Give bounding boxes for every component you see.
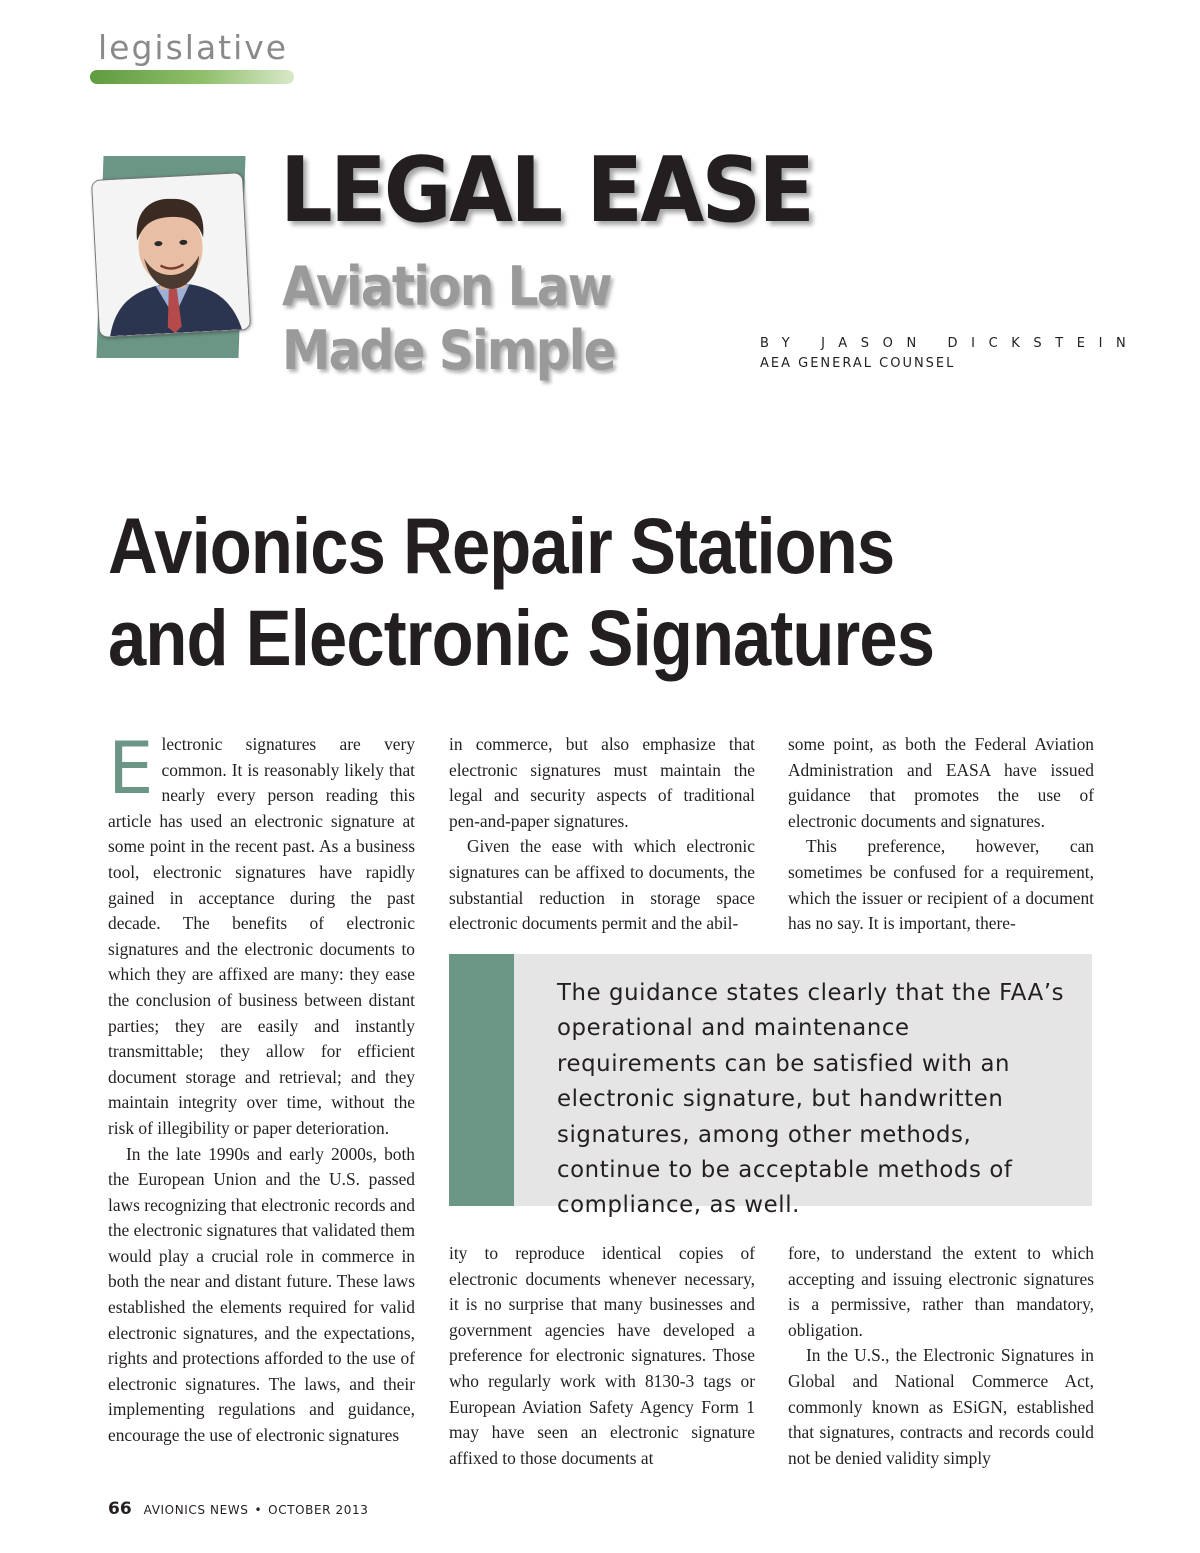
page-number: 66: [108, 1499, 132, 1519]
body-paragraph: ity to reproduce identical copies of electronic documents whenever necessary, it is no surprise that many businesses and government agencies have developed a preference for electronic signatures. Those who regularly work with 8130-3 tags or European Aviation Safety Agency Form 1 may have seen an electronic signature affixed to those documents at: [449, 1243, 755, 1468]
section-underline-bar: [90, 70, 294, 84]
body-paragraph: some point, as both the Federal Aviation Administration and EASA have issued guidance that promotes the use of electronic documents and signatures.: [788, 734, 1094, 831]
byline-name: BY JASON DICKSTEIN: [760, 336, 1140, 351]
column-headline: LEGAL EASE: [280, 138, 813, 243]
author-portrait-image: [92, 173, 250, 337]
body-column-2-top: [449, 732, 755, 937]
body-paragraph: [108, 726, 415, 1142]
byline-title: AEA GENERAL COUNSEL: [760, 356, 956, 371]
body-column-2-bottom: [449, 1241, 755, 1471]
body-column-3-bottom: [788, 1241, 1094, 1471]
body-paragraph: In the U.S., the Electronic Signatures in Global and National Commerce Act, commonly known as ESiGN, established that signatures, contracts and records could not be denied validity simply: [788, 1345, 1094, 1468]
body-paragraph: In the late 1990s and early 2000s, both the European Union and the U.S. passed laws recognizing that electronic records and the electronic signatures that validated them would play a crucial role in commerce in both the near and distant future. These laws established the elements required for valid electronic signatures, and the expectations, rights and protections afforded to the use of electronic signatures. The laws, and their implementing regulations and guidance, encourage the use of electronic signatures: [108, 1143, 415, 1446]
publication-name: AVIONICS NEWS: [143, 1503, 249, 1517]
body-paragraph: in commerce, but also emphasize that electronic signatures must maintain the legal and security aspects of traditional pen-and-paper signatures.: [449, 734, 755, 831]
pull-quote-box: [449, 954, 1092, 1219]
body-paragraph: This preference, however, can sometimes be confused for a requirement, which the issuer or recipient of a document has no say. It is important, there-: [788, 836, 1094, 934]
article-title: [108, 500, 934, 684]
body-column-1: [108, 726, 415, 1449]
article-title-line1: Avionics Repair Stations: [108, 501, 895, 590]
pull-quote-accent-bar: [449, 954, 514, 1206]
byline: [760, 334, 1139, 374]
section-tag: legislative: [98, 28, 289, 67]
body-paragraph: Given the ease with which electronic signatures can be affixed to documents, the substantial reduction in storage space electronic documents permit and the abil-: [449, 836, 755, 934]
column-subhead-line2: Made Simple: [282, 319, 615, 382]
footer-bullet: •: [254, 1503, 263, 1517]
drop-cap: E: [108, 726, 154, 810]
issue-date: OCTOBER 2013: [268, 1503, 369, 1517]
body-paragraph-text: lectronic signatures are very common. It is reasonably likely that nearly every person reading this article has used an electronic signature at some point in the recent past. As a business tool, electronic signatures have rapidly gained in acceptance during the past decade. The benefits of electronic signatures and the electronic documents to which they are affixed are many: they ease the conclusion of business between distant parties; they are easily and instantly transmittable; they allow for efficient document storage and retrieval; and they maintain integrity over time, without the risk of illegibility or paper deterioration.: [108, 734, 415, 1138]
body-paragraph: fore, to understand the extent to which accepting and issuing electronic signatures is a permissive, rather than mandatory, obligation.: [788, 1243, 1094, 1340]
author-photo: [91, 172, 251, 338]
page-footer: [108, 1499, 368, 1519]
pull-quote-text: The guidance states clearly that the FAA’s operational and maintenance requirements can be satisfied with an electronic signature, but handwritten signatures, among other methods, continue to be acceptable methods of compliance, as well.: [557, 980, 1065, 1219]
column-subhead-line1: Aviation Law: [282, 255, 611, 318]
body-column-3-top: [788, 732, 1094, 937]
article-title-line2: and Electronic Signatures: [108, 593, 935, 682]
column-subhead: [282, 255, 615, 383]
